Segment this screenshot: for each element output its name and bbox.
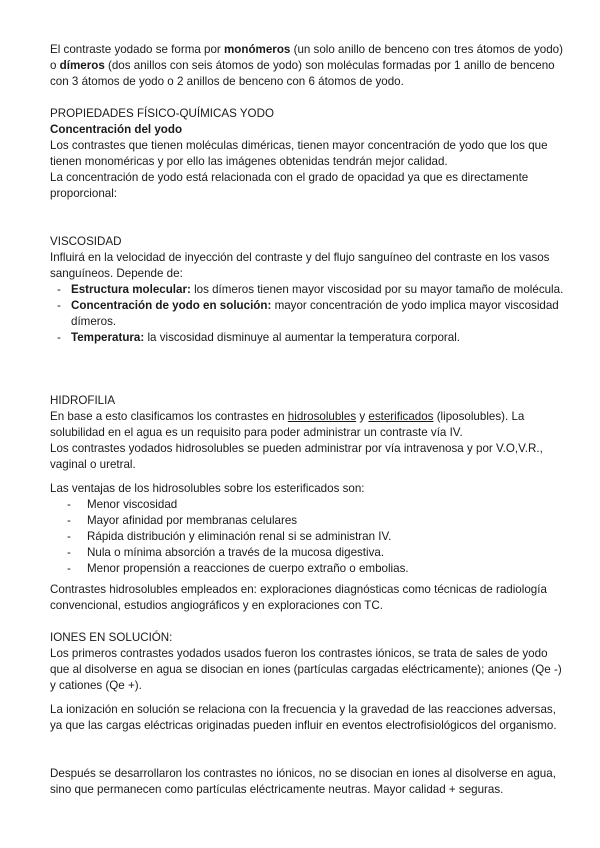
iones-paragraph-1: Los primeros contrastes yodados usados fueron los contrastes iónicos, se trata de sales de yodo que al disolverse en agua se disocian en iones (partículas cargadas eléctricamente); aniones (Qe -) y cationes (Qe +). (50, 647, 562, 692)
intro-bold-dimeros: dímeros (59, 59, 105, 72)
viscosidad-list (50, 282, 565, 346)
iones-heading: IONES EN SOLUCIÓN: (50, 631, 173, 644)
list-item: - Rápida distribución y eliminación renal si se administran IV. (67, 530, 392, 543)
hidrofilia-paragraph-4: Contrastes hidrosolubles empleados en: exploraciones diagnósticas como técnicas de radiología convencional, estudios angiográficos y en exploraciones con TC. (50, 583, 547, 612)
list-item-text: los dímeros tienen mayor viscosidad por su mayor tamaño de molécula. (190, 283, 564, 296)
list-item: - Menor propensión a reacciones de cuerpo extraño o embolias. (67, 562, 409, 575)
list-item-text: Rápida distribución y eliminación renal si se administran IV. (87, 530, 392, 543)
underlined-esterificados: esterificados (368, 410, 434, 423)
list-item: - Estructura molecular: los dímeros tienen mayor viscosidad por su mayor tamaño de molécula. (57, 283, 564, 296)
list-item-text: Mayor afinidad por membranas celulares (87, 514, 298, 527)
list-item: - Nula o mínima absorción a través de la mucosa digestiva. (67, 546, 385, 559)
propiedades-paragraph-1: Los contrastes que tienen moléculas diméricas, tienen mayor concentración de yodo que los que tienen monoméricas y por ello las imágenes obtenidas tendrán mejor calidad. (50, 139, 548, 168)
concentracion-subheading: Concentración del yodo (50, 123, 183, 136)
propiedades-heading: PROPIEDADES FÍSICO-QUÍMICAS YODO (50, 107, 274, 120)
hidrofilia-paragraph-2: Los contrastes yodados hidrosolubles se pueden administrar por vía intravenosa y por V.O,V.R., vaginal o uretral. (50, 442, 543, 471)
list-item-text: Menor viscosidad (87, 498, 178, 511)
section-propiedades (50, 106, 565, 202)
underlined-hidrosolubles: hidrosolubles (287, 410, 357, 423)
propiedades-paragraph-2: La concentración de yodo está relacionada con el grado de opacidad ya que es directamente proporcional: (50, 171, 529, 200)
list-item: - Concentración de yodo en solución: mayor concentración de yodo implica mayor viscosidad dímeros. (57, 299, 559, 328)
viscosidad-paragraph: Influirá en la velocidad de inyección del contraste y del flujo sanguíneo del contraste en los vasos sanguíneos. Depende de: (50, 251, 550, 280)
list-item-text: Menor propensión a reacciones de cuerpo extraño o embolias. (87, 562, 409, 575)
viscosidad-heading: VISCOSIDAD (50, 235, 122, 248)
intro-text-1: El contraste yodado se forma por (50, 43, 224, 56)
iones-block-2 (50, 702, 565, 734)
ventajas-list (50, 497, 565, 577)
list-item-text: Nula o mínima absorción a través de la mucosa digestiva. (87, 546, 385, 559)
ventajas-block (50, 481, 565, 577)
intro-bold-monomeros: monómeros (224, 43, 291, 56)
section-viscosidad (50, 234, 565, 346)
section-iones (50, 630, 565, 694)
list-item-bold: Estructura molecular: (71, 283, 191, 296)
text-span: En base a esto clasificamos los contrastes en (50, 410, 288, 423)
hidrosolubles-empleados (50, 582, 565, 614)
list-item: - Temperatura: la viscosidad disminuye al aumentar la temperatura corporal. (57, 331, 460, 344)
hidrofilia-paragraph-1 (50, 409, 565, 441)
section-hidrofilia (50, 393, 565, 473)
text-span: y (356, 410, 369, 423)
intro-paragraph (50, 42, 565, 90)
list-item-bold: Concentración de yodo en solución: (71, 299, 272, 312)
list-item-text: mayor concentración de yodo implica mayor viscosidad dímeros. (71, 299, 559, 328)
intro-text-2: (un solo anillo de benceno con tres átomos de yodo) o (50, 43, 563, 72)
ventajas-intro: Las ventajas de los hidrosolubles sobre los esterificados son: (50, 482, 365, 495)
hidrofilia-heading: HIDROFILIA (50, 394, 116, 407)
list-item: - Mayor afinidad por membranas celulares (67, 514, 298, 527)
intro-text-3: (dos anillos con seis átomos de yodo) son moléculas formadas por 1 anillo de benceno con 3 átomos de yodo o 2 anillos de benceno con 6 átomos de yodo. (50, 59, 555, 88)
list-item-text: la viscosidad disminuye al aumentar la temperatura corporal. (144, 331, 460, 344)
list-item: - Menor viscosidad (67, 498, 178, 511)
text-span: (liposolubles). La solubilidad en el agua es un requisito para poder administrar un contraste vía IV. (50, 410, 525, 439)
iones-paragraph-2: La ionización en solución se relaciona con la frecuencia y la gravedad de las reacciones adversas, ya que las cargas eléctricas originadas pueden influir en eventos electrofisiológicos del organismo. (50, 703, 557, 732)
iones-block-3 (50, 766, 565, 798)
iones-paragraph-3: Después se desarrollaron los contrastes no iónicos, no se disocian en iones al disolverse en agua, sino que permanecen como partículas eléctricamente neutras. Mayor calidad + seguras. (50, 767, 556, 796)
list-item-bold: Temperatura: (71, 331, 145, 344)
